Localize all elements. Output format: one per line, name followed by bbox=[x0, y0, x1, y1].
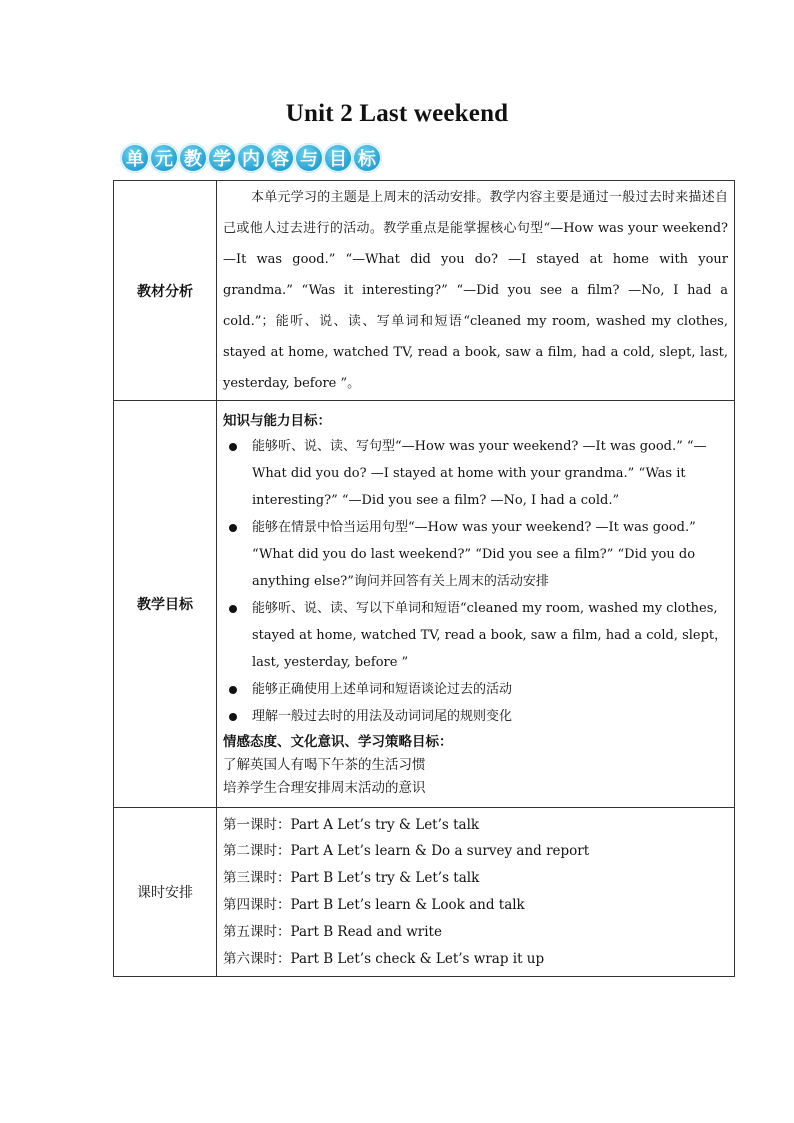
lesson-item: 第六课时：Part B Let’s check & Let’s wrap it up bbox=[223, 950, 545, 967]
row-label-schedule: 课时安排 bbox=[114, 808, 217, 977]
lesson-item: 第一课时：Part A Let’s try & Let’s talk bbox=[223, 816, 480, 833]
list-item: 能够在情景中恰当运用句型“—How was your weekend? —It was good.” “What did you do last weekend?” “Did you see a film?” “Did you do anything else?”询问并回答有关上周末的活动安排 bbox=[223, 514, 728, 595]
table-row-goals bbox=[114, 401, 735, 808]
lesson-item: 第四课时：Part B Let’s learn & Look and talk bbox=[223, 897, 525, 913]
banner-char: 容 bbox=[265, 143, 295, 173]
list-item: 能够听、说、读、写以下单词和短语“cleaned my room, washed my clothes, stayed at home, watched TV, read a book, saw a film, had a cold, slept，last, yesterday, before ” bbox=[223, 595, 728, 676]
goal-line: 了解英国人有喝下午茶的生活习惯 bbox=[223, 756, 426, 773]
banner-char: 内 bbox=[236, 143, 266, 173]
goals-heading-attitude: 情感态度、文化意识、学习策略目标： bbox=[223, 733, 453, 750]
table-row-analysis bbox=[114, 181, 735, 401]
banner-char: 标 bbox=[352, 143, 382, 173]
row-label-goals: 教学目标 bbox=[114, 401, 217, 808]
banner-char: 目 bbox=[323, 143, 353, 173]
page-title: Unit 2 Last weekend bbox=[285, 100, 509, 127]
banner-char: 教 bbox=[178, 143, 208, 173]
goal-line: 培养学生合理安排周末活动的意识 bbox=[223, 779, 426, 796]
analysis-text: 本单元学习的主题是上周末的活动安排。教学内容主要是通过一般过去时来描述自己或他人过去进行的活动。教学重点是能掌握核心句型“—How was your weekend? —It was good.” “—What did you do? —I stayed at home with your grandma.” “Was it interesting?” “—Did you see a film? —No, I had a cold.”；能听、说、读、写单词和短语“cleaned my room, washed my clothes, stayed at home, watched TV, read a book, saw a film, had a cold, slept, last, yesterday, before ”。 bbox=[223, 190, 728, 391]
list-item: 能够正确使用上述单词和短语谈论过去的活动 bbox=[223, 676, 728, 703]
analysis-cell bbox=[217, 181, 735, 401]
schedule-cell bbox=[217, 808, 735, 977]
banner-char: 元 bbox=[149, 143, 179, 173]
list-item: 能够听、说、读、写句型“—How was your weekend? —It was good.” “—What did you do? —I stayed at home with your grandma.” “Was it interesting?” “—Did you see a film? —No, I had a cold.” bbox=[223, 433, 728, 514]
unit-plan-table bbox=[113, 180, 735, 977]
banner-char: 单 bbox=[120, 143, 150, 173]
lesson-item: 第三课时：Part B Let’s try & Let’s talk bbox=[223, 870, 480, 887]
table-row-schedule bbox=[114, 808, 735, 977]
list-item: 理解一般过去时的用法及动词词尾的规则变化 bbox=[223, 703, 728, 730]
lesson-item: 第五课时：Part B Read and write bbox=[223, 923, 442, 940]
banner-char: 学 bbox=[207, 143, 237, 173]
banner-char: 与 bbox=[294, 143, 324, 173]
goals-bullet-list bbox=[223, 433, 728, 730]
row-label-analysis: 教材分析 bbox=[114, 181, 217, 401]
section-banner bbox=[120, 143, 381, 173]
lesson-item: 第二课时：Part A Let’s learn & Do a survey and report bbox=[223, 843, 590, 860]
goals-cell bbox=[217, 401, 735, 808]
goals-heading-knowledge: 知识与能力目标： bbox=[223, 412, 331, 429]
